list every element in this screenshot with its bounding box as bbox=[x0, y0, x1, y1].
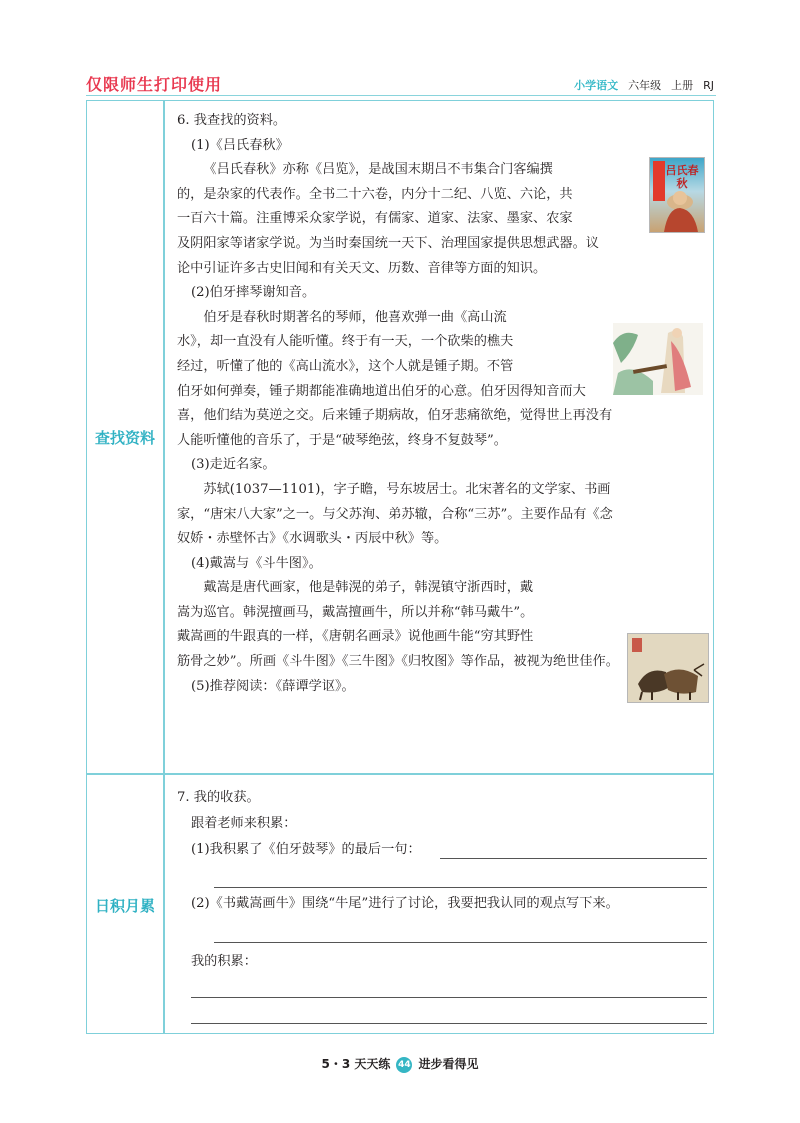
answer-line-q1[interactable] bbox=[440, 858, 707, 859]
item-3-line: 奴娇・赤壁怀古》《水调歌头・丙辰中秋》等。 bbox=[177, 531, 448, 547]
item-5-title: (5)推荐阅读：《薛谭学讴》。 bbox=[191, 678, 355, 694]
boya-painting-image bbox=[613, 323, 703, 395]
item-2-line: 伯牙如何弹奏，锺子期都能准确地道出伯牙的心意。伯牙因得知音而大 bbox=[177, 383, 586, 399]
section-label-research: 查找资料 bbox=[94, 429, 155, 447]
book-info bbox=[574, 77, 714, 93]
page-number-badge: 44 bbox=[396, 1057, 412, 1073]
item-2-line: 伯牙是春秋时期著名的琴师，他喜欢弹一曲《高山流 bbox=[203, 309, 507, 325]
research-content bbox=[177, 109, 703, 699]
item-3-line: 家，“唐宋八大家”之一。与父苏洵、弟苏辙，合称“三苏”。主要作品有《念 bbox=[177, 506, 613, 522]
answer-line-q2[interactable] bbox=[214, 942, 707, 943]
item-2-title: (2)伯牙摔琴谢知音。 bbox=[191, 285, 316, 301]
item-4-line: 戴嵩是唐代画家，他是韩滉的弟子，韩滉镇守浙西时，戴 bbox=[203, 580, 534, 596]
worksheet-table bbox=[86, 100, 714, 1034]
grade-label: 六年级 bbox=[628, 79, 662, 92]
item-4-line: 嵩为巡官。韩滉擅画马，戴嵩擅画牛，所以并称“韩马戴牛”。 bbox=[177, 604, 534, 620]
book-cover-title: 吕氏春秋 bbox=[665, 164, 699, 190]
footer-slogan: 进步看得见 bbox=[418, 1057, 479, 1071]
volume-label: 上册 bbox=[671, 79, 694, 92]
item-2-line: 喜，他们结为莫逆之交。后来锺子期病故，伯牙悲痛欲绝，觉得世上再没有 bbox=[177, 408, 613, 424]
boya-painting-figure bbox=[613, 323, 703, 395]
item-1-title: (1)《吕氏春秋》 bbox=[191, 137, 289, 153]
answer-line-q3-1[interactable] bbox=[191, 997, 707, 998]
item-3-line: 苏轼(1037—1101)，字子瞻，号东坡居士。北宋著名的文学家、书画 bbox=[203, 481, 611, 497]
book-cover-image bbox=[649, 157, 705, 233]
question-7-title: 7. 我的收获。 bbox=[177, 790, 260, 805]
item-1-line: 论中引证许多古史旧闻和有关天文、历数、音律等方面的知识。 bbox=[177, 260, 547, 276]
item-1-line: 《吕氏春秋》亦称《吕览》，是战国末期吕不韦集合门客编撰 bbox=[203, 162, 553, 178]
header-rule bbox=[86, 95, 716, 96]
bullfight-painting-figure bbox=[628, 634, 708, 702]
edition-label: RJ bbox=[703, 78, 714, 92]
harvest-content bbox=[177, 785, 703, 975]
item-4-title: (4)戴嵩与《斗牛图》。 bbox=[191, 555, 322, 571]
row-divider bbox=[87, 773, 713, 775]
item-2-line: 水》，却一直没有人能听懂。终于有一天，一个砍柴的樵夫 bbox=[177, 334, 514, 350]
item-3-title: (3)走近名家。 bbox=[191, 457, 276, 473]
item-2-line: 经过，听懂了他的《高山流水》，这个人就是锺子期。不管 bbox=[177, 358, 514, 374]
print-watermark: 仅限师生打印使用 bbox=[86, 75, 223, 94]
harvest-question-3: 我的积累： bbox=[191, 954, 257, 969]
item-1-line: 及阴阳家等诸家学说。为当时秦国统一天下、治理国家提供思想武器。议 bbox=[177, 235, 599, 251]
subject-label: 小学语文 bbox=[574, 79, 619, 92]
item-1-line: 一百六十篇。注重博采众家学说，有儒家、道家、法家、墨家、农家 bbox=[177, 211, 573, 227]
footer-brand: 5・3 天天练 bbox=[321, 1057, 391, 1071]
item-1-line: 的，是杂家的代表作。全书二十六卷，内分十二纪、八览、六论，共 bbox=[177, 186, 573, 202]
harvest-question-1: (1)我积累了《伯牙鼓琴》的最后一句： bbox=[191, 842, 421, 857]
column-divider bbox=[163, 101, 165, 1033]
item-2-line: 人能听懂他的音乐了，于是“破琴绝弦，终身不复鼓琴”。 bbox=[177, 432, 507, 448]
answer-line-q3-2[interactable] bbox=[191, 1023, 707, 1024]
question-6-title: 6. 我查找的资料。 bbox=[177, 113, 287, 128]
section-label-harvest: 日积月累 bbox=[94, 897, 155, 915]
page-footer bbox=[0, 1055, 800, 1073]
bullfight-painting-image bbox=[627, 633, 709, 703]
item-4-line: 筋骨之妙”。所画《斗牛图》《三牛图》《归牧图》等作品，被视为绝世佳作。 bbox=[177, 654, 619, 670]
harvest-intro: 跟着老师来积累： bbox=[191, 816, 297, 831]
spacer bbox=[177, 863, 703, 889]
item-4-line: 戴嵩画的牛跟真的一样，《唐朝名画录》说他画牛能“穷其野性 bbox=[177, 629, 534, 645]
answer-line-q1-cont[interactable] bbox=[214, 887, 707, 888]
spacer bbox=[177, 917, 703, 943]
harvest-question-2: (2)《书戴嵩画牛》围绕“牛尾”进行了讨论，我要把我认同的观点写下来。 bbox=[191, 896, 619, 911]
